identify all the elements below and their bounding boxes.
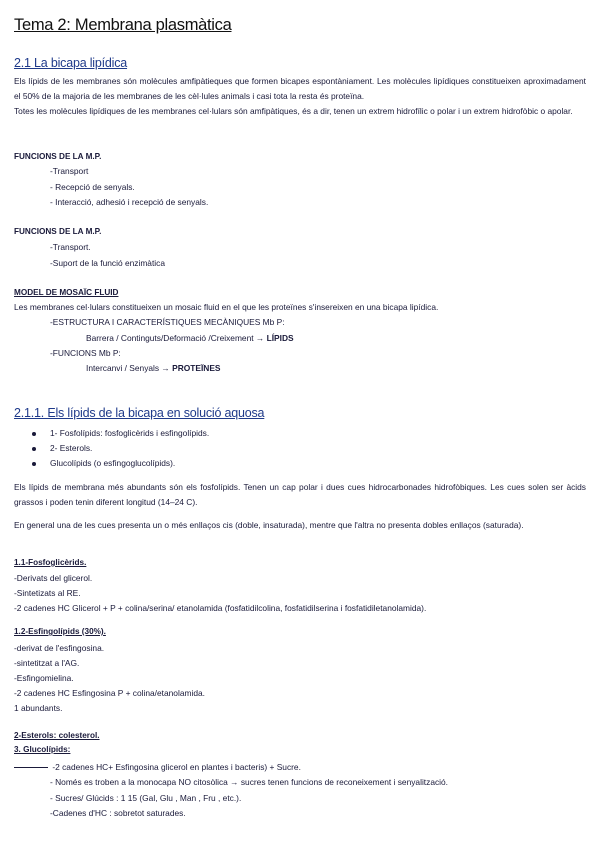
paragraph-lipids-intro: Els lípids de les membranes són molècules amfipàtieques que formen bicapes espontàniament. Les molècules lipídiques constitueixen aproximadament el 50% de la majoria de les membranes de les cèl·lules animals i casi tota la resta és proteïna.: [14, 76, 586, 101]
funcions-mb-keyword: PROTEÏNES: [172, 363, 221, 373]
paragraph-amphipathic: Totes les molècules lipídiques de les membranes cel·lulars són amfipàtiques, és a dir, tenen un extrem hidrofílic o polar i un extrem hidrofòbic o apolar.: [14, 106, 573, 116]
list-item-text: Glucolípids (o esfingoglucolípids).: [50, 458, 176, 468]
section-heading-2-1: 2.1 La bicapa lipídica: [14, 56, 128, 70]
funcions-item: -Transport: [50, 166, 89, 176]
estructura-keyword: LÍPIDS: [266, 333, 294, 343]
funcions-mb-detail-text: Intercanvi / Senyals →: [86, 363, 170, 373]
esfingo-item: -Esfingomielina.: [14, 673, 74, 683]
page-title: Tema 2: Membrana plasmàtica: [14, 16, 232, 34]
funcions-title-1: FUNCIONS DE LA M.P.: [14, 152, 102, 161]
esterols-title: 2-Esterols: colesterol.: [14, 731, 100, 740]
esfingo-item: -2 cadenes HC Esfingosina P + colina/etanolamida.: [14, 688, 205, 698]
esfingo-item: -derivat de l'esfingosina.: [14, 643, 105, 653]
bullet-icon: [32, 447, 36, 451]
bullet-icon: [32, 462, 36, 466]
funcions-item: -Suport de la funció enzimàtica: [50, 258, 165, 268]
estructura-detail: [14, 331, 294, 346]
funcions-item: - Interacció, adhesió i recepció de senyals.: [50, 197, 209, 207]
esfingo-item: 1 abundants.: [14, 703, 63, 713]
list-item: [14, 426, 209, 441]
funcions-mb-detail: [14, 361, 221, 376]
estructura-detail-text: Barrera / Continguts/Deformació /Creixement →: [86, 333, 265, 343]
fosfo-item: -2 cadenes HC Glicerol + P + colina/serina/ etanolamida (fosfatidilcolina, fosfatidilserina i fosfatidiletanolamida).: [14, 603, 427, 613]
model-text: Les membranes cel·lulars constitueixen un mosaic fluid en el que les proteïnes s'insereixen en una bicapa lipídica.: [14, 302, 439, 312]
gluco-item: - Només es troben a la monocapa NO citosòlica → sucres tenen funcions de reconeixement i senyalització.: [50, 777, 449, 787]
esfingo-item: -sintetitzat a l'AG.: [14, 658, 80, 668]
funcions-item: -Transport.: [50, 242, 91, 252]
gluco-item: -Cadenes d'HC : sobretot saturades.: [50, 808, 186, 818]
paragraph-phospholipids: Els lípids de membrana més abundants són els fosfolípids. Tenen un cap polar i dues cues hidrocarbonades hidrofòbiques. Les cues solen ser àcids grassos i poden tenin diferent longitud (14–24 C).: [14, 482, 586, 507]
estructura-label: -ESTRUCTURA I CARACTERÍSTIQUES MECÀNIQUES Mb P:: [50, 317, 285, 327]
gluco-item-text: -2 cadenes HC+ Esfingosina glicerol en plantes i bacteris) + Sucre.: [52, 762, 301, 772]
funcions-item: - Recepció de senyals.: [50, 182, 135, 192]
underline-rule: [14, 767, 48, 768]
model-title: MODEL DE MOSAÏC FLUID: [14, 288, 119, 297]
gluco-item: [14, 760, 301, 775]
funcions-mb-label: -FUNCIONS Mb P:: [50, 348, 121, 358]
esfingo-title: 1.2-Esfingolípids (30%).: [14, 627, 106, 636]
paragraph-cis-bonds: En general una de les cues presenta un o més enllaços cis (doble, insaturada), mentre que l'altra no presenta dobles enllaços (saturada).: [14, 520, 524, 530]
list-item-text: 1- Fosfolípids: fosfoglicèrids i esfingolípids.: [50, 428, 210, 438]
list-item: [14, 441, 92, 456]
list-item-text: 2- Esterols.: [50, 443, 93, 453]
gluco-item: - Sucres/ Glúcids : 1 15 (Gal, Glu , Man , Fru , etc.).: [50, 793, 242, 803]
funcions-title-2: FUNCIONS DE LA M.P.: [14, 227, 102, 236]
fosfo-item: -Derivats del glicerol.: [14, 573, 93, 583]
fosfo-item: -Sintetizats al RE.: [14, 588, 81, 598]
fosfo-title: 1.1-Fosfoglicèrids.: [14, 558, 87, 567]
section-heading-2-1-1: 2.1.1. Els lípids de la bicapa en solució aquosa: [14, 406, 265, 420]
list-item: [14, 456, 175, 471]
bullet-icon: [32, 432, 36, 436]
gluco-title: 3. Glucolípids:: [14, 745, 71, 754]
